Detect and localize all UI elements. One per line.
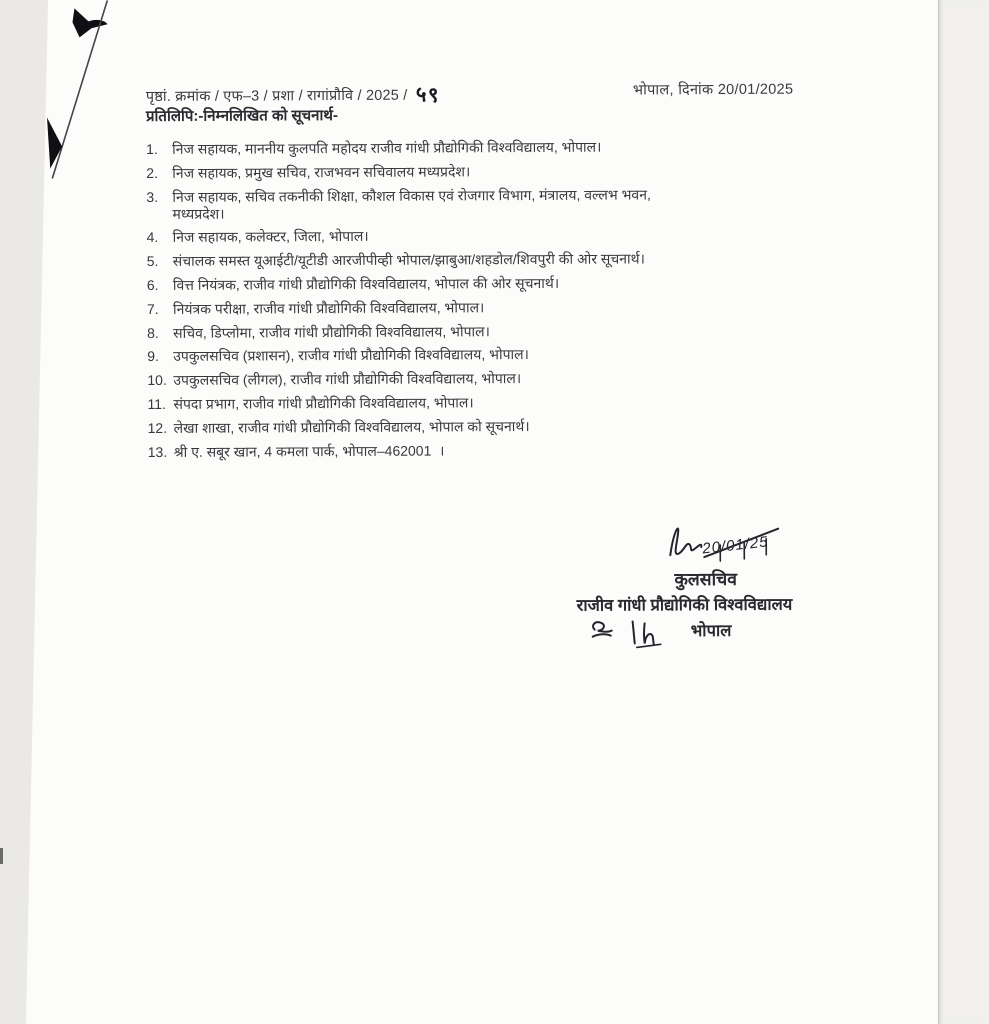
list-item-text: संपदा प्रभाग, राजीव गांधी प्रौद्योगिकी विश्वविद्यालय, भोपाल।	[173, 394, 474, 412]
signature-place-row	[589, 614, 849, 649]
signatory-organization: राजीव गांधी प्रौद्योगिकी विश्वविद्यालय	[576, 595, 793, 615]
list-item	[147, 345, 859, 366]
copy-to-heading: प्रतिलिपि:-निम्नलिखित को सूचनार्थ-	[145, 107, 338, 126]
list-item-text: उपकुलसचिव (प्रशासन), राजीव गांधी प्रौद्योगिकी विश्वविद्यालय, भोपाल।	[173, 346, 529, 365]
signatory-place: भोपाल	[690, 621, 732, 641]
signatory-designation: कुलसचिव	[674, 568, 737, 590]
list-item-number: 3.	[146, 188, 159, 205]
scan-fold-artifact-icon	[39, 0, 140, 201]
list-item-number: 9.	[147, 348, 159, 365]
place-and-date: भोपाल, दिनांक 20/01/2025	[632, 81, 794, 99]
copy-list	[146, 137, 860, 467]
list-item-number: 5.	[146, 253, 159, 270]
list-item-text: श्री ए. सबूर खान, 4 कमला पार्क, भोपाल–462001 ।	[173, 442, 445, 460]
list-item-text: निज सहायक, प्रमुख सचिव, राजभवन सचिवालय मध्यप्रदेश।	[172, 163, 471, 181]
handwritten-date: 20/01/25	[701, 533, 770, 558]
list-item-number: 6.	[146, 276, 159, 294]
list-item-text: सचिव, डिप्लोमा, राजीव गांधी प्रौद्योगिकी विश्वविद्यालय, भोपाल।	[173, 322, 490, 341]
reference-number: पृष्ठां. क्रमांक / एफ–3 / प्रशा / रागांप्रौवि / 2025 /	[145, 87, 408, 106]
list-item-text: संचालक समस्त यूआईटी/यूटीडी आरजीपीव्ही भोपाल/झाबुआ/शहडोल/शिवपुरी की ओर सूचनार्थ।	[172, 250, 645, 270]
list-item-number: 2.	[146, 164, 159, 181]
list-item-number: 1.	[146, 140, 158, 158]
list-item-number: 10.	[147, 372, 167, 389]
list-item	[148, 416, 860, 437]
list-item	[147, 249, 859, 270]
list-item-text: वित्त नियंत्रक, राजीव गांधी प्रौद्योगिकी विश्वविद्यालय, भोपाल की ओर सूचनार्थ।	[172, 274, 560, 293]
list-item-number: 11.	[147, 395, 166, 412]
scan-edge-mark	[0, 848, 3, 864]
scanner-background-right	[938, 0, 989, 1024]
list-item	[147, 226, 859, 247]
list-item	[146, 185, 858, 223]
initials-scribble-icon	[589, 617, 667, 649]
list-item-text: उपकुलसचिव (लीगल), राजीव गांधी प्रौद्योगिकी विश्वविद्यालय, भोपाल।	[173, 370, 522, 389]
list-item	[147, 368, 859, 389]
list-item-number: 8.	[147, 324, 159, 341]
list-item	[147, 321, 859, 342]
list-item-text: नियंत्रक परीक्षा, राजीव गांधी प्रौद्योगिकी विश्वविद्यालय, भोपाल।	[172, 299, 485, 317]
signature-block	[562, 514, 883, 646]
list-item-number: 13.	[147, 443, 168, 460]
list-item-number: 12.	[147, 419, 168, 436]
reference-number-line	[146, 78, 440, 108]
list-item	[146, 161, 858, 182]
list-item-text: निज सहायक, सचिव तकनीकी शिक्षा, कौशल विकास एवं रोजगार विभाग, मंत्रालय, वल्लभ भवन, मध्यप्रदेश।	[172, 185, 651, 222]
list-item-number: 7.	[146, 300, 159, 317]
list-item	[147, 392, 859, 413]
list-item	[146, 137, 858, 158]
list-item-number: 4.	[146, 229, 159, 246]
list-item	[147, 297, 859, 318]
list-item-text: निज सहायक, कलेक्टर, जिला, भोपाल।	[172, 228, 369, 246]
list-item	[148, 440, 860, 461]
list-item	[147, 273, 859, 294]
handwritten-ref-number: ५९	[414, 82, 440, 108]
list-item-text: निज सहायक, माननीय कुलपति महोदय राजीव गांधी प्रौद्योगिकी विश्वविद्यालय, भोपाल।	[172, 138, 602, 157]
list-item-text: लेखा शाखा, राजीव गांधी प्रौद्योगिकी विश्वविद्यालय, भोपाल को सूचनार्थ।	[173, 417, 530, 436]
